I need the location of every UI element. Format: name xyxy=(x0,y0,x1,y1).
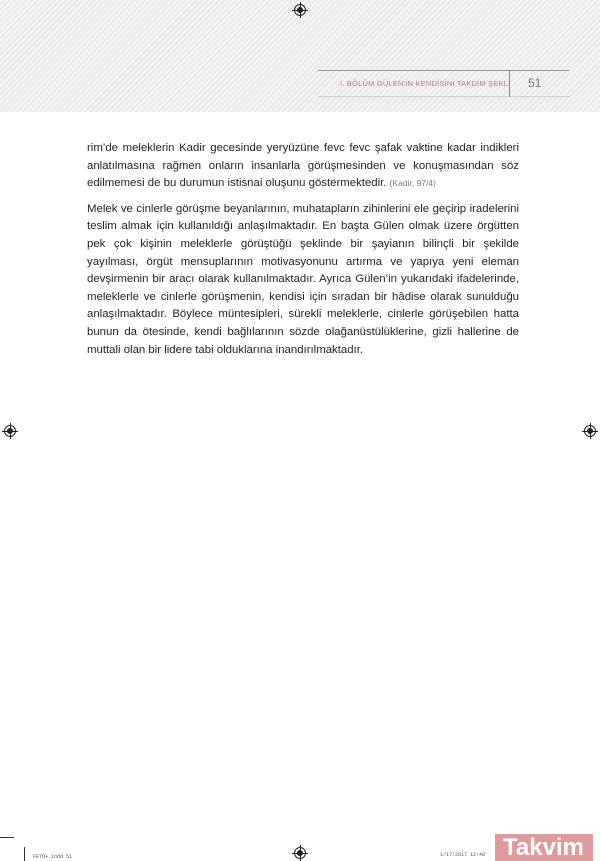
watermark-logo: Takvim xyxy=(495,834,593,861)
citation: (Kadir, 97/4) xyxy=(389,178,436,189)
registration-mark-icon xyxy=(584,425,596,437)
registration-mark-icon xyxy=(4,425,16,437)
file-slug: FETÖ+.indd 51 xyxy=(33,854,73,860)
registration-mark-icon xyxy=(294,4,306,16)
header-rule xyxy=(318,70,570,71)
registration-mark-icon xyxy=(294,847,306,859)
paragraph: rim’de meleklerin Kadir gecesinde yeryüzüne fevc fevc şafak vaktine kadar indikleri anlatılmasına rağmen onların insanlarla görüşmesinden ve konuşmasından söz edilmemesi de bu durumun istisnai oluşunu göstermektedir. (Kadir, 97/4) xyxy=(87,142,519,190)
crop-mark xyxy=(24,847,25,861)
crop-mark xyxy=(0,837,14,838)
body-text xyxy=(87,140,519,367)
running-header-title: I. BÖLÜM GÜLEN'İN KENDİSİNİ TAKDİM ŞEKLİ xyxy=(340,79,511,88)
file-slug-date: 1/17/2017 12:48 xyxy=(440,852,486,858)
header-rule-bottom xyxy=(318,96,570,97)
page-number: 51 xyxy=(528,76,542,90)
paragraph: Melek ve cinlerle görüşme beyanlarının, muhatapların zihinlerini ele geçirip iradelerini teslim almak için kullanıldığı anlaşılmaktadır. En başta Gülen olmak üzere örgütten pek çok kişinin meleklerle görüştüğü şeklinde bir şayianın bilinçli bir şekilde yayılması, örgüt mensuplarının motivasyonunu artırma ve yapıya yeni eleman devşirmenin bir aracı olarak kullanılmaktadır. Ayrıca Gülen’in yukarıdaki ifadelerinde, meleklerle ve cinlerle görüşmenin, kendisi için sıradan bir hâdise olarak sunulduğu anlaşılmaktadır. Böylece müntesipleri, sürekli meleklerle, cinlerle görüşebilen hatta bunun da ötesinde, kendi bağlılarının sözde olağanüstülüklerine, gizli hallerine de muttali olan bir lidere tabi olduklarına inandırılmaktadır. xyxy=(87,202,519,356)
